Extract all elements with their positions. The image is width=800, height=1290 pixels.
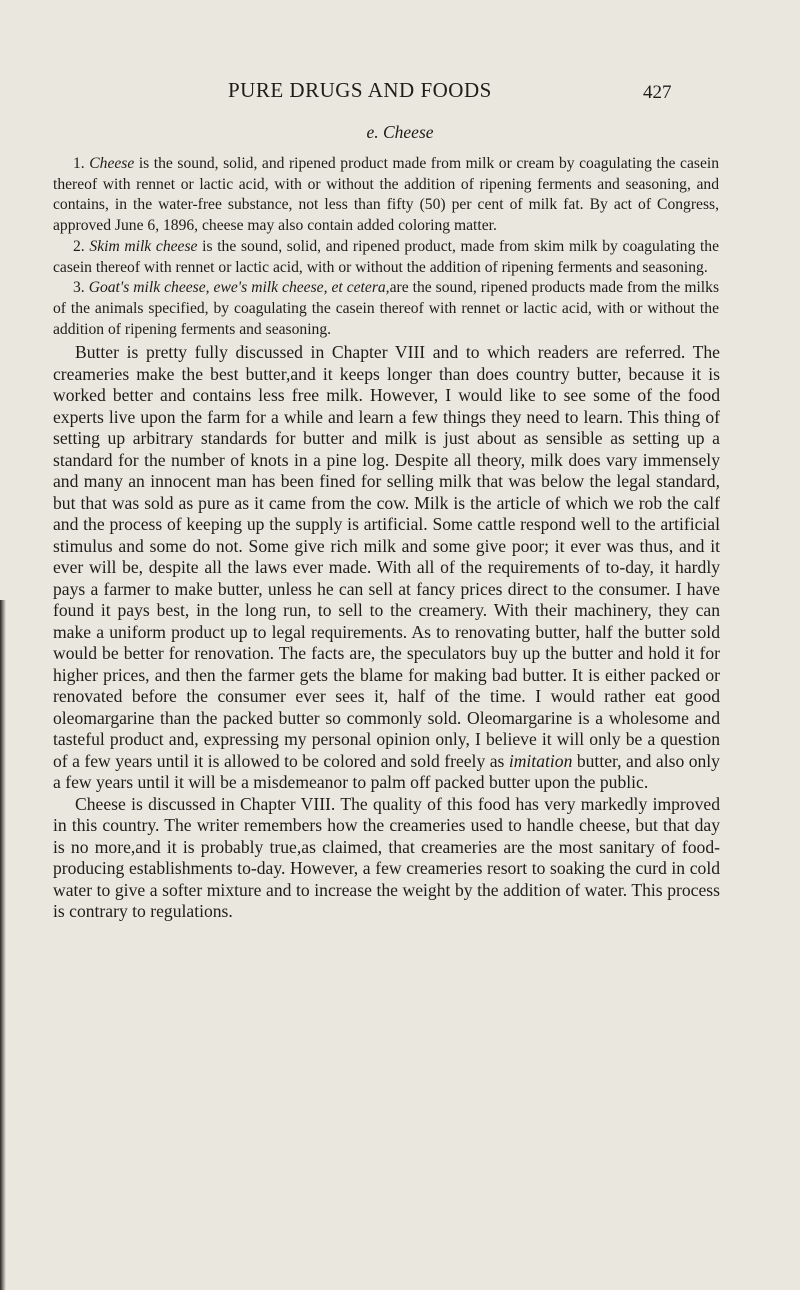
running-title: PURE DRUGS AND FOODS — [228, 78, 492, 102]
italic-word: imitation — [508, 750, 573, 771]
definition-term: Cheese — [89, 155, 135, 172]
definition-term: Skim milk cheese — [89, 237, 198, 255]
definition-term: Goat's milk cheese, ewe's milk cheese, et cetera, — [88, 279, 390, 297]
paragraph-text: butter, and also only a few years until it will be a misdemeanor to palm off packed butter upon the public. — [53, 750, 720, 792]
paragraph-text: Butter is pretty fully discussed in Chapter VIII and to which readers are referred. The creameries make the best butter,and it keeps longer than does country butter, because it is worked better and contains less free milk. However, I would like to see some of the food experts live upon the farm for a while and learn a few things they need to learn. This thing of setting up arbitrary standards for butter and milk is just about as sensible as setting up a standard for the number of knots in a pine log. Despite all theory, milk does vary immensely and many an innocent man has been fined for selling milk that was below the legal standard, but that was sold as pure as it came from the cow. Milk is the article of which we rob the calf and the process of keeping up the supply is artificial. Some cattle respond well to the artificial stimulus and some do not. Some give rich milk and some give poor; it ever was thus, and it ever will be, despite all the laws ever made. With all of the requirements of to-day, it hardly pays a farmer to make butter, unless he can sell at fancy prices direct to the consumer. I have found it pays best, in the long run, to sell to the creamery. With their machinery, they can make a uniform product up to legal requirements. As to renovating butter, half the butter sold would be better for renovation. The facts are, the speculators buy up the butter and hold it for higher prices, and then the farmer gets the blame for making bad butter. It is either packed or renovated before the consumer ever sees it, half of the time. I would rather eat good oleomargarine than the packed butter so commonly sold. Oleomargarine is a wholesome and tasteful product and, expressing my personal opinion only, I believe it will only be a question of a few years until it is allowed to be colored and sold freely as — [53, 342, 720, 771]
definition-item — [53, 278, 719, 340]
paragraph-butter — [53, 342, 720, 794]
definition-item — [53, 154, 719, 237]
section-title: e. Cheese — [366, 122, 434, 142]
page-edge-shadow — [0, 600, 6, 1290]
definition-text: are the sound, ripened products made from the milks of the animals specified, by coagulating the casein thereof with rennet or lactic acid, with or without the addition of ripening ferments and seasoning. — [53, 279, 720, 338]
definition-text: is the sound, solid, and ripened product made from milk or cream by coagulating the casein thereof with rennet or lactic acid, with or without the addition of ripening ferments and seasoning, and contains, in the water-free substance, not less than fifty (50) per cent of milk fat. By act of Congress, approved June 6, 1896, cheese may also contain added coloring matter. — [53, 155, 719, 235]
definition-number: 2. — [73, 237, 85, 255]
definition-item — [53, 237, 719, 278]
cheese-definitions — [53, 154, 719, 340]
definition-number: 3. — [73, 279, 85, 297]
definition-text: is the sound, solid, and ripened product, made from skim milk by coagulating the casein thereof with rennet or lactic acid, with or without the addition of ripening ferments and seasoning. — [53, 237, 719, 276]
body-text — [53, 342, 720, 923]
definition-number: 1. — [73, 155, 85, 172]
page-number: 427 — [643, 82, 672, 103]
paragraph-cheese: Cheese is discussed in Chapter VIII. The quality of this food has very markedly improved in this country. The writer remembers how the creameries used to handle cheese, but that day is no more,and it is probably true,as claimed, that creameries are the most sanitary of food-producing establishments to-day. However, a few creameries resort to soaking the curd in cold water to give a softer mixture and to increase the weight by the addition of water. This process is contrary to regulations. — [53, 793, 720, 921]
page-header — [0, 78, 800, 108]
